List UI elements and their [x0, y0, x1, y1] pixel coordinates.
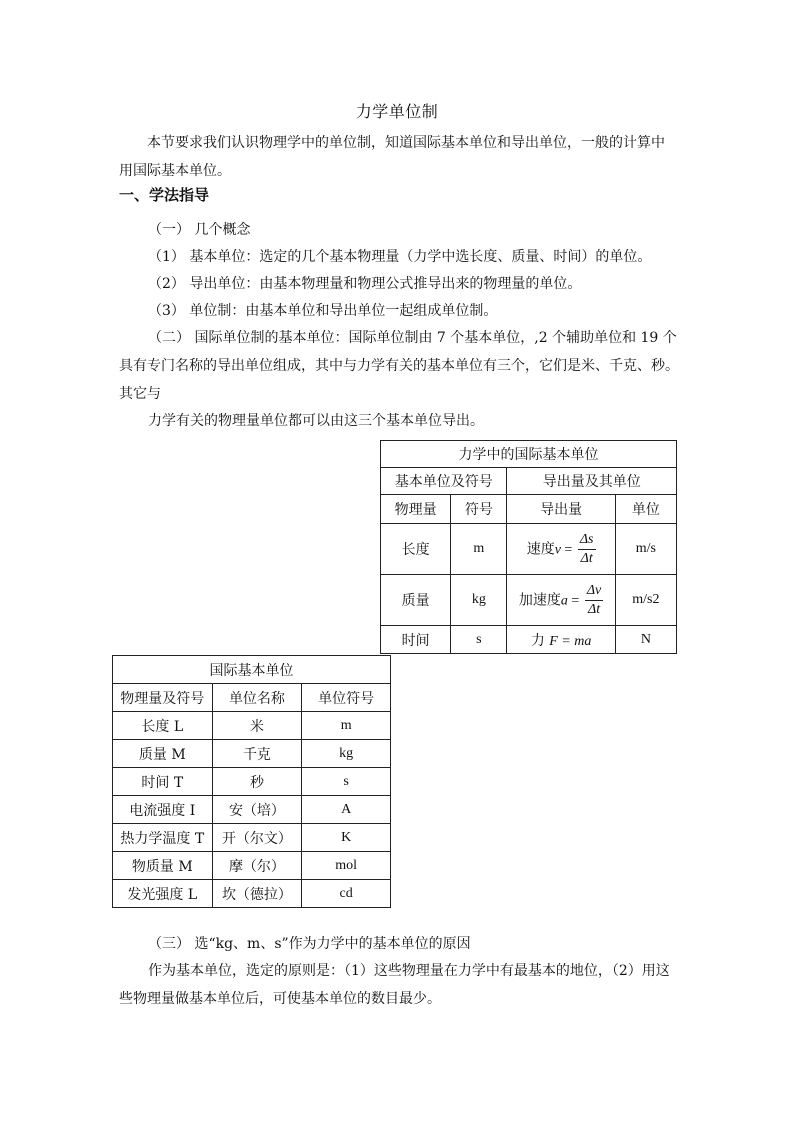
- table-row: [113, 852, 391, 880]
- subsection-2-line-4: 力学有关的物理量单位都可以由这三个基本单位导出。: [148, 413, 484, 429]
- symbol-cell: s: [451, 626, 507, 654]
- column-header: 物理量: [381, 495, 451, 524]
- concept-item-2: （2） 导出单位：由基本物理量和物理公式推导出来的物理量的单位。: [148, 276, 582, 292]
- table-row: [113, 740, 391, 768]
- unit-symbol-cell: A: [302, 796, 391, 824]
- intro-paragraph-cont: [119, 157, 679, 185]
- derived-variable: v: [554, 542, 561, 557]
- intro-paragraph: [119, 129, 679, 157]
- table-caption: 国际基本单位: [113, 656, 391, 684]
- derived-label: 力: [530, 632, 545, 649]
- column-header: 单位名称: [212, 684, 302, 712]
- mechanics-units-table: [380, 440, 677, 654]
- unit-symbol-cell: s: [302, 768, 391, 796]
- quantity-cell: 发光强度 L: [113, 880, 213, 908]
- quantity-cell: 物质量 M: [113, 852, 213, 880]
- subsection-2-line-3: 其它与: [119, 386, 161, 402]
- quantity-cell: 时间: [381, 626, 451, 654]
- derived-label: 加速度: [518, 592, 561, 608]
- table-row: [113, 796, 391, 824]
- fraction: [578, 531, 596, 568]
- si-base-units-table: [112, 655, 391, 908]
- page-title: 力学单位制: [355, 102, 439, 121]
- section-heading: 一、学法指导: [119, 186, 210, 204]
- table-row: [113, 768, 391, 796]
- unit-name-cell: 米: [212, 712, 302, 740]
- unit-cell: N: [615, 626, 676, 654]
- quantity-cell: 质量 M: [113, 740, 213, 768]
- fraction-denominator: Δt: [580, 550, 593, 566]
- unit-symbol-cell: kg: [302, 740, 391, 768]
- intro-line-1: 本节要求我们认识物理学中的单位制，知道国际基本单位和导出单位，一般的计算中: [147, 135, 665, 151]
- quantity-cell: 时间 T: [113, 768, 213, 796]
- reason-line-2: 些物理量做基本单位后，可使基本单位的数目最少。: [119, 991, 441, 1007]
- table-row: [381, 626, 677, 654]
- quantity-cell: 质量: [381, 575, 451, 626]
- column-header: 物理量及符号: [113, 684, 213, 712]
- derived-cell: [507, 626, 615, 654]
- fraction: [585, 582, 603, 619]
- quantity-cell: 热力学温度 T: [113, 824, 213, 852]
- unit-name-cell: 摩（尔）: [212, 852, 302, 880]
- unit-name-cell: 安（培）: [212, 796, 302, 824]
- unit-name-cell: 千克: [212, 740, 302, 768]
- subsection-2-line-1: （二） 国际单位制的基本单位：国际单位制由 7 个基本单位，,2 个辅助单位和 19 个: [148, 330, 677, 346]
- unit-cell: m/s2: [615, 575, 676, 626]
- derived-formula: F = ma: [549, 633, 592, 649]
- unit-symbol-cell: cd: [302, 880, 391, 908]
- derived-variable: a: [560, 593, 568, 608]
- reason-line-1: 作为基本单位，选定的原则是：（1）这些物理量在力学中有最基本的地位，（2）用这: [148, 963, 670, 979]
- subsection-2-line-2: 具有专门名称的导出单位组成，其中与力学有关的基本单位有三个，它们是米、千克、秒。: [119, 358, 679, 374]
- concept-item-1: （1） 基本单位：选定的几个基本物理量（力学中选长度、质量、时间）的单位。: [148, 249, 652, 265]
- fraction-denominator: Δt: [587, 601, 601, 617]
- table-row: [381, 575, 677, 626]
- quantity-cell: 长度: [381, 524, 451, 575]
- derived-cell: 速度v = $\frac{\Delta s}{\Delta t}$: [507, 524, 615, 575]
- symbol-cell: m: [451, 524, 507, 575]
- fraction-numerator: Δs: [578, 531, 596, 550]
- unit-name-cell: 秒: [212, 768, 302, 796]
- derived-cell: 加速度a = $\frac{\Delta v}{\Delta t}$: [507, 575, 615, 626]
- intro-line-2: 用国际基本单位。: [119, 163, 231, 179]
- column-header: 符号: [451, 495, 507, 524]
- column-header: 单位: [615, 495, 676, 524]
- table-row: [381, 524, 677, 575]
- table-caption: 力学中的国际基本单位: [381, 441, 677, 468]
- derived-label: 速度: [526, 541, 555, 557]
- quantity-cell: 电流强度 I: [113, 796, 213, 824]
- column-header: 单位符号: [302, 684, 391, 712]
- group-header-base: 基本单位及符号: [381, 468, 507, 495]
- unit-name-cell: 开（尔文）: [212, 824, 302, 852]
- unit-cell: m/s: [615, 524, 676, 575]
- unit-symbol-cell: m: [302, 712, 391, 740]
- concept-item-3: （3） 单位制：由基本单位和导出单位一起组成单位制。: [148, 303, 498, 319]
- fraction-numerator: Δv: [585, 582, 603, 601]
- unit-symbol-cell: mol: [302, 852, 391, 880]
- unit-symbol-cell: K: [302, 824, 391, 852]
- table-row: [113, 880, 391, 908]
- table-row: [113, 712, 391, 740]
- subsection-1: （一） 几个概念: [148, 222, 251, 238]
- subsection-3: （三） 选“kg、m、s”作为力学中的基本单位的原因: [148, 936, 471, 952]
- column-header: 导出量: [507, 495, 615, 524]
- unit-name-cell: 坎（德拉）: [212, 880, 302, 908]
- symbol-cell: kg: [451, 575, 507, 626]
- quantity-cell: 长度 L: [113, 712, 213, 740]
- group-header-derived: 导出量及其单位: [507, 468, 677, 495]
- table-row: [113, 824, 391, 852]
